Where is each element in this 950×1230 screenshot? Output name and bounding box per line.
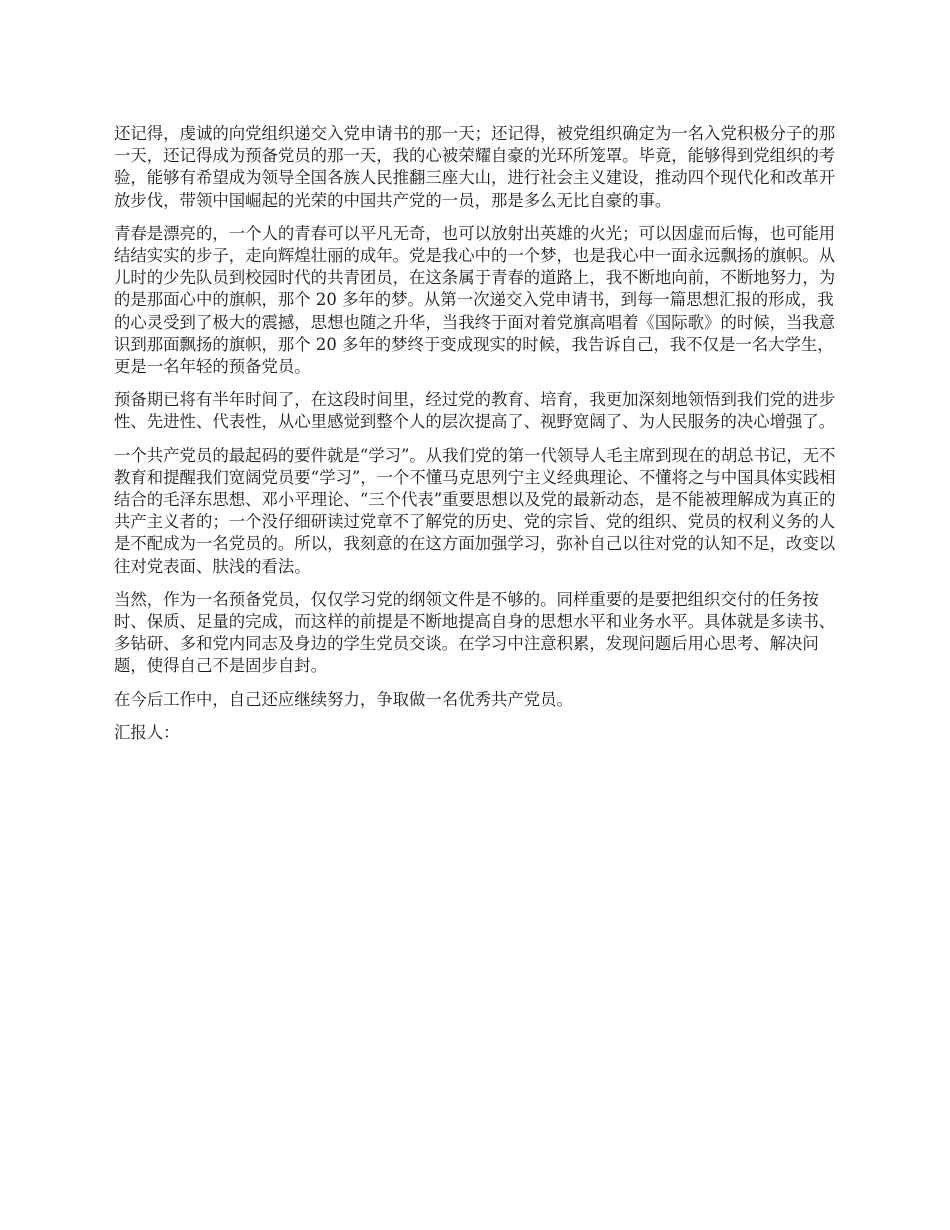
paragraph-1: 还记得，虔诚的向党组织递交入党申请书的那一天；还记得，被党组织确定为一名入党积极分子的那一天，还记得成为预备党员的那一天，我的心被荣耀自豪的光环所笼罩。毕竟，能够得到党组织的考验，能够有希望成为领导全国各族人民推翻三座大山，进行社会主义建设，推动四个现代化和改革开放步伐，带领中国崛起的光荣的中国共产党的一员，那是多么无比自豪的事。 — [114, 124, 836, 210]
paragraph-4: 一个共产党员的最起码的要件就是“学习”。从我们党的第一代领导人毛主席到现在的胡总书记，无不教育和提醒我们宽阔党员要“学习”，一个不懂马克思列宁主义经典理论、不懂将之与中国具体实践相结合的毛泽东思想、邓小平理论、“三个代表”重要思想以及党的最新动态，是不能被理解成为真正的共产主义者的；一个没仔细研读过党章不了解党的历史、党的宗旨、党的组织、党员的权利义务的人是不配成为一名党员的。所以，我刻意的在这方面加强学习，弥补自己以往对党的认知不足，改变以往对党表面、肤浅的看法。 — [114, 445, 836, 576]
paragraph-2: 青春是漂亮的，一个人的青春可以平凡无奇，也可以放射出英雄的火光；可以因虚而后悔，也可能用结结实实的步子，走向辉煌壮丽的成年。党是我心中的一个梦，也是我心中一面永远飘扬的旗帜。从儿时的少先队员到校园时代的共青团员，在这条属于青春的道路上，我不断地向前，不断地努力，为的是那面心中的旗帜，那个 20 多年的梦。从第一次递交入党申请书，到每一篇思想汇报的形成，我的心灵受到了极大的震撼，思想也随之升华，当我终于面对着党旗高唱着《国际歌》的时候，当我意识到那面飘扬的旗帜，那个 20 多年的梦终于变成现实的时候，我告诉自己，我不仅是一名大学生，更是一名年轻的预备党员。 — [114, 223, 836, 377]
paragraph-3: 预备期已将有半年时间了，在这段时间里，经过党的教育、培育，我更加深刻地领悟到我们党的进步性、先进性、代表性，从心里感觉到整个人的层次提高了、视野宽阔了、为人民服务的决心增强了。 — [114, 390, 836, 432]
paragraph-5: 当然，作为一名预备党员，仅仅学习党的纲领文件是不够的。同样重要的是要把组织交付的任务按时、保质、足量的完成，而这样的前提是不断地提高自身的思想水平和业务水平。具体就是多读书、多钻研、多和党内同志及身边的学生党员交谈。在学习中注意积累，发现问题后用心思考、解决问题，使得自己不是固步自封。 — [114, 589, 836, 676]
paragraph-6: 在今后工作中，自己还应继续努力，争取做一名优秀共产党员。 — [114, 689, 573, 709]
reporter-signature-label: 汇报人： — [114, 722, 180, 742]
document-page — [114, 123, 840, 755]
